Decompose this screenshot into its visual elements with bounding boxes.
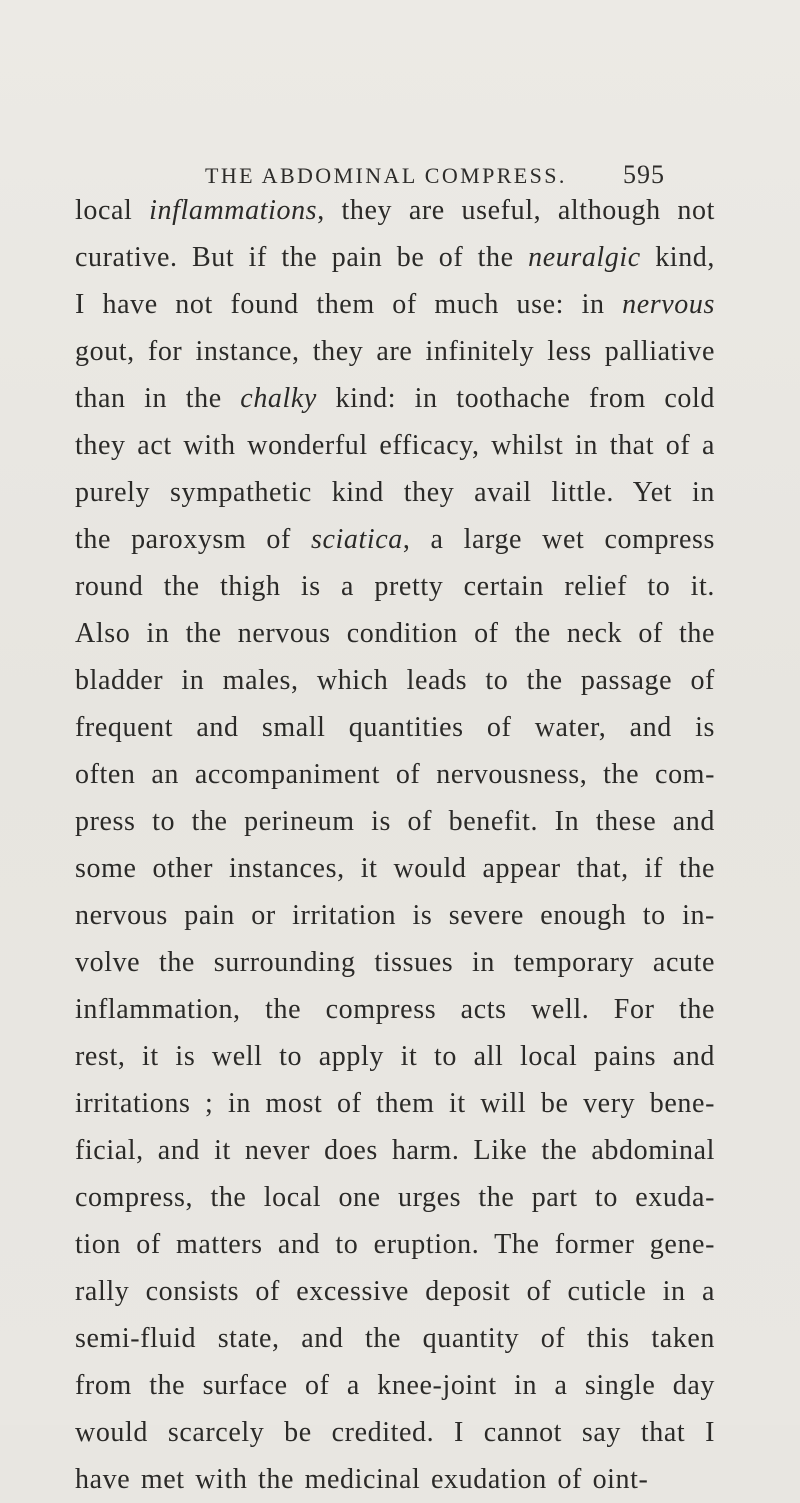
italic-term: sciatica <box>310 524 403 555</box>
page-number: 595 <box>623 160 665 189</box>
text-line <box>75 1033 715 1080</box>
text-line <box>75 892 715 939</box>
text-run: the paroxysm of <box>75 524 311 555</box>
text-run: purely sympathetic kind they avail little. Yet in <box>75 477 715 508</box>
text-line <box>75 986 715 1033</box>
text-run: kind: in toothache from cold <box>316 383 715 414</box>
text-run: have met with the medicinal exudation of oint- <box>75 1464 649 1495</box>
text-line <box>75 939 715 986</box>
text-run: rest, it is well to apply it to all local pains and <box>75 1041 715 1072</box>
italic-term: inflammations <box>149 195 318 226</box>
text-line <box>75 1174 715 1221</box>
text-line <box>75 1315 715 1362</box>
body-paragraph <box>75 187 715 1503</box>
text-line <box>75 375 715 422</box>
text-run: volve the surrounding tissues in temporary acute <box>75 947 715 978</box>
text-run: frequent and small quantities of water, and is <box>75 712 715 743</box>
text-line <box>75 516 715 563</box>
text-run: tion of matters and to eruption. The former gene- <box>75 1229 715 1260</box>
text-line <box>75 563 715 610</box>
text-run: irritations ; in most of them it will be very bene- <box>75 1088 715 1119</box>
text-run: than in the <box>75 383 241 414</box>
text-line <box>75 328 715 375</box>
text-line <box>75 1409 715 1456</box>
text-run: , a large wet compress <box>402 524 715 555</box>
text-line <box>75 657 715 704</box>
text-line <box>75 1362 715 1409</box>
text-line <box>75 187 715 234</box>
text-line <box>75 281 715 328</box>
text-line <box>75 1456 715 1503</box>
running-head-title: THE ABDOMINAL COMPRESS. <box>205 163 567 188</box>
text-line <box>75 704 715 751</box>
italic-term: neuralgic <box>528 242 641 273</box>
text-line <box>75 234 715 281</box>
text-line <box>75 1127 715 1174</box>
text-run: compress, the local one urges the part to exuda- <box>75 1182 715 1213</box>
text-line <box>75 845 715 892</box>
text-line <box>75 610 715 657</box>
text-line <box>75 751 715 798</box>
text-run: from the surface of a knee-joint in a single day <box>75 1370 715 1401</box>
text-line <box>75 422 715 469</box>
text-run: local <box>75 195 150 226</box>
text-run: Also in the nervous condition of the neck of the <box>75 618 715 649</box>
text-run: some other instances, it would appear that, if the <box>75 853 715 884</box>
text-run: gout, for instance, they are infinitely less palliative <box>75 336 715 367</box>
text-run: curative. But if the pain be of the <box>75 242 529 273</box>
text-run: press to the perineum is of benefit. In these and <box>75 806 715 837</box>
text-line <box>75 469 715 516</box>
text-run: kind, <box>640 242 715 273</box>
text-run: they act with wonderful efficacy, whilst in that of a <box>75 430 715 461</box>
text-run: I have not found them of much use: in <box>75 289 623 320</box>
text-run: rally consists of excessive deposit of cuticle in a <box>75 1276 715 1307</box>
text-run: nervous pain or irritation is severe enough to in- <box>75 900 715 931</box>
text-run: would scarcely be credited. I cannot say that I <box>75 1417 715 1448</box>
text-run: often an accompaniment of nervousness, the com- <box>75 759 715 790</box>
text-run: round the thigh is a pretty certain relief to it. <box>75 571 715 602</box>
text-run: ficial, and it never does harm. Like the abdominal <box>75 1135 715 1166</box>
text-line <box>75 1080 715 1127</box>
text-run: inflammation, the compress acts well. For the <box>75 994 715 1025</box>
italic-term: nervous <box>622 289 715 320</box>
text-line <box>75 798 715 845</box>
italic-term: chalky <box>240 383 317 414</box>
text-line <box>75 1221 715 1268</box>
text-run: semi-fluid state, and the quantity of this taken <box>75 1323 715 1354</box>
text-run: bladder in males, which leads to the passage of <box>75 665 715 696</box>
text-line <box>75 1268 715 1315</box>
text-run: , they are useful, although not <box>317 195 715 226</box>
